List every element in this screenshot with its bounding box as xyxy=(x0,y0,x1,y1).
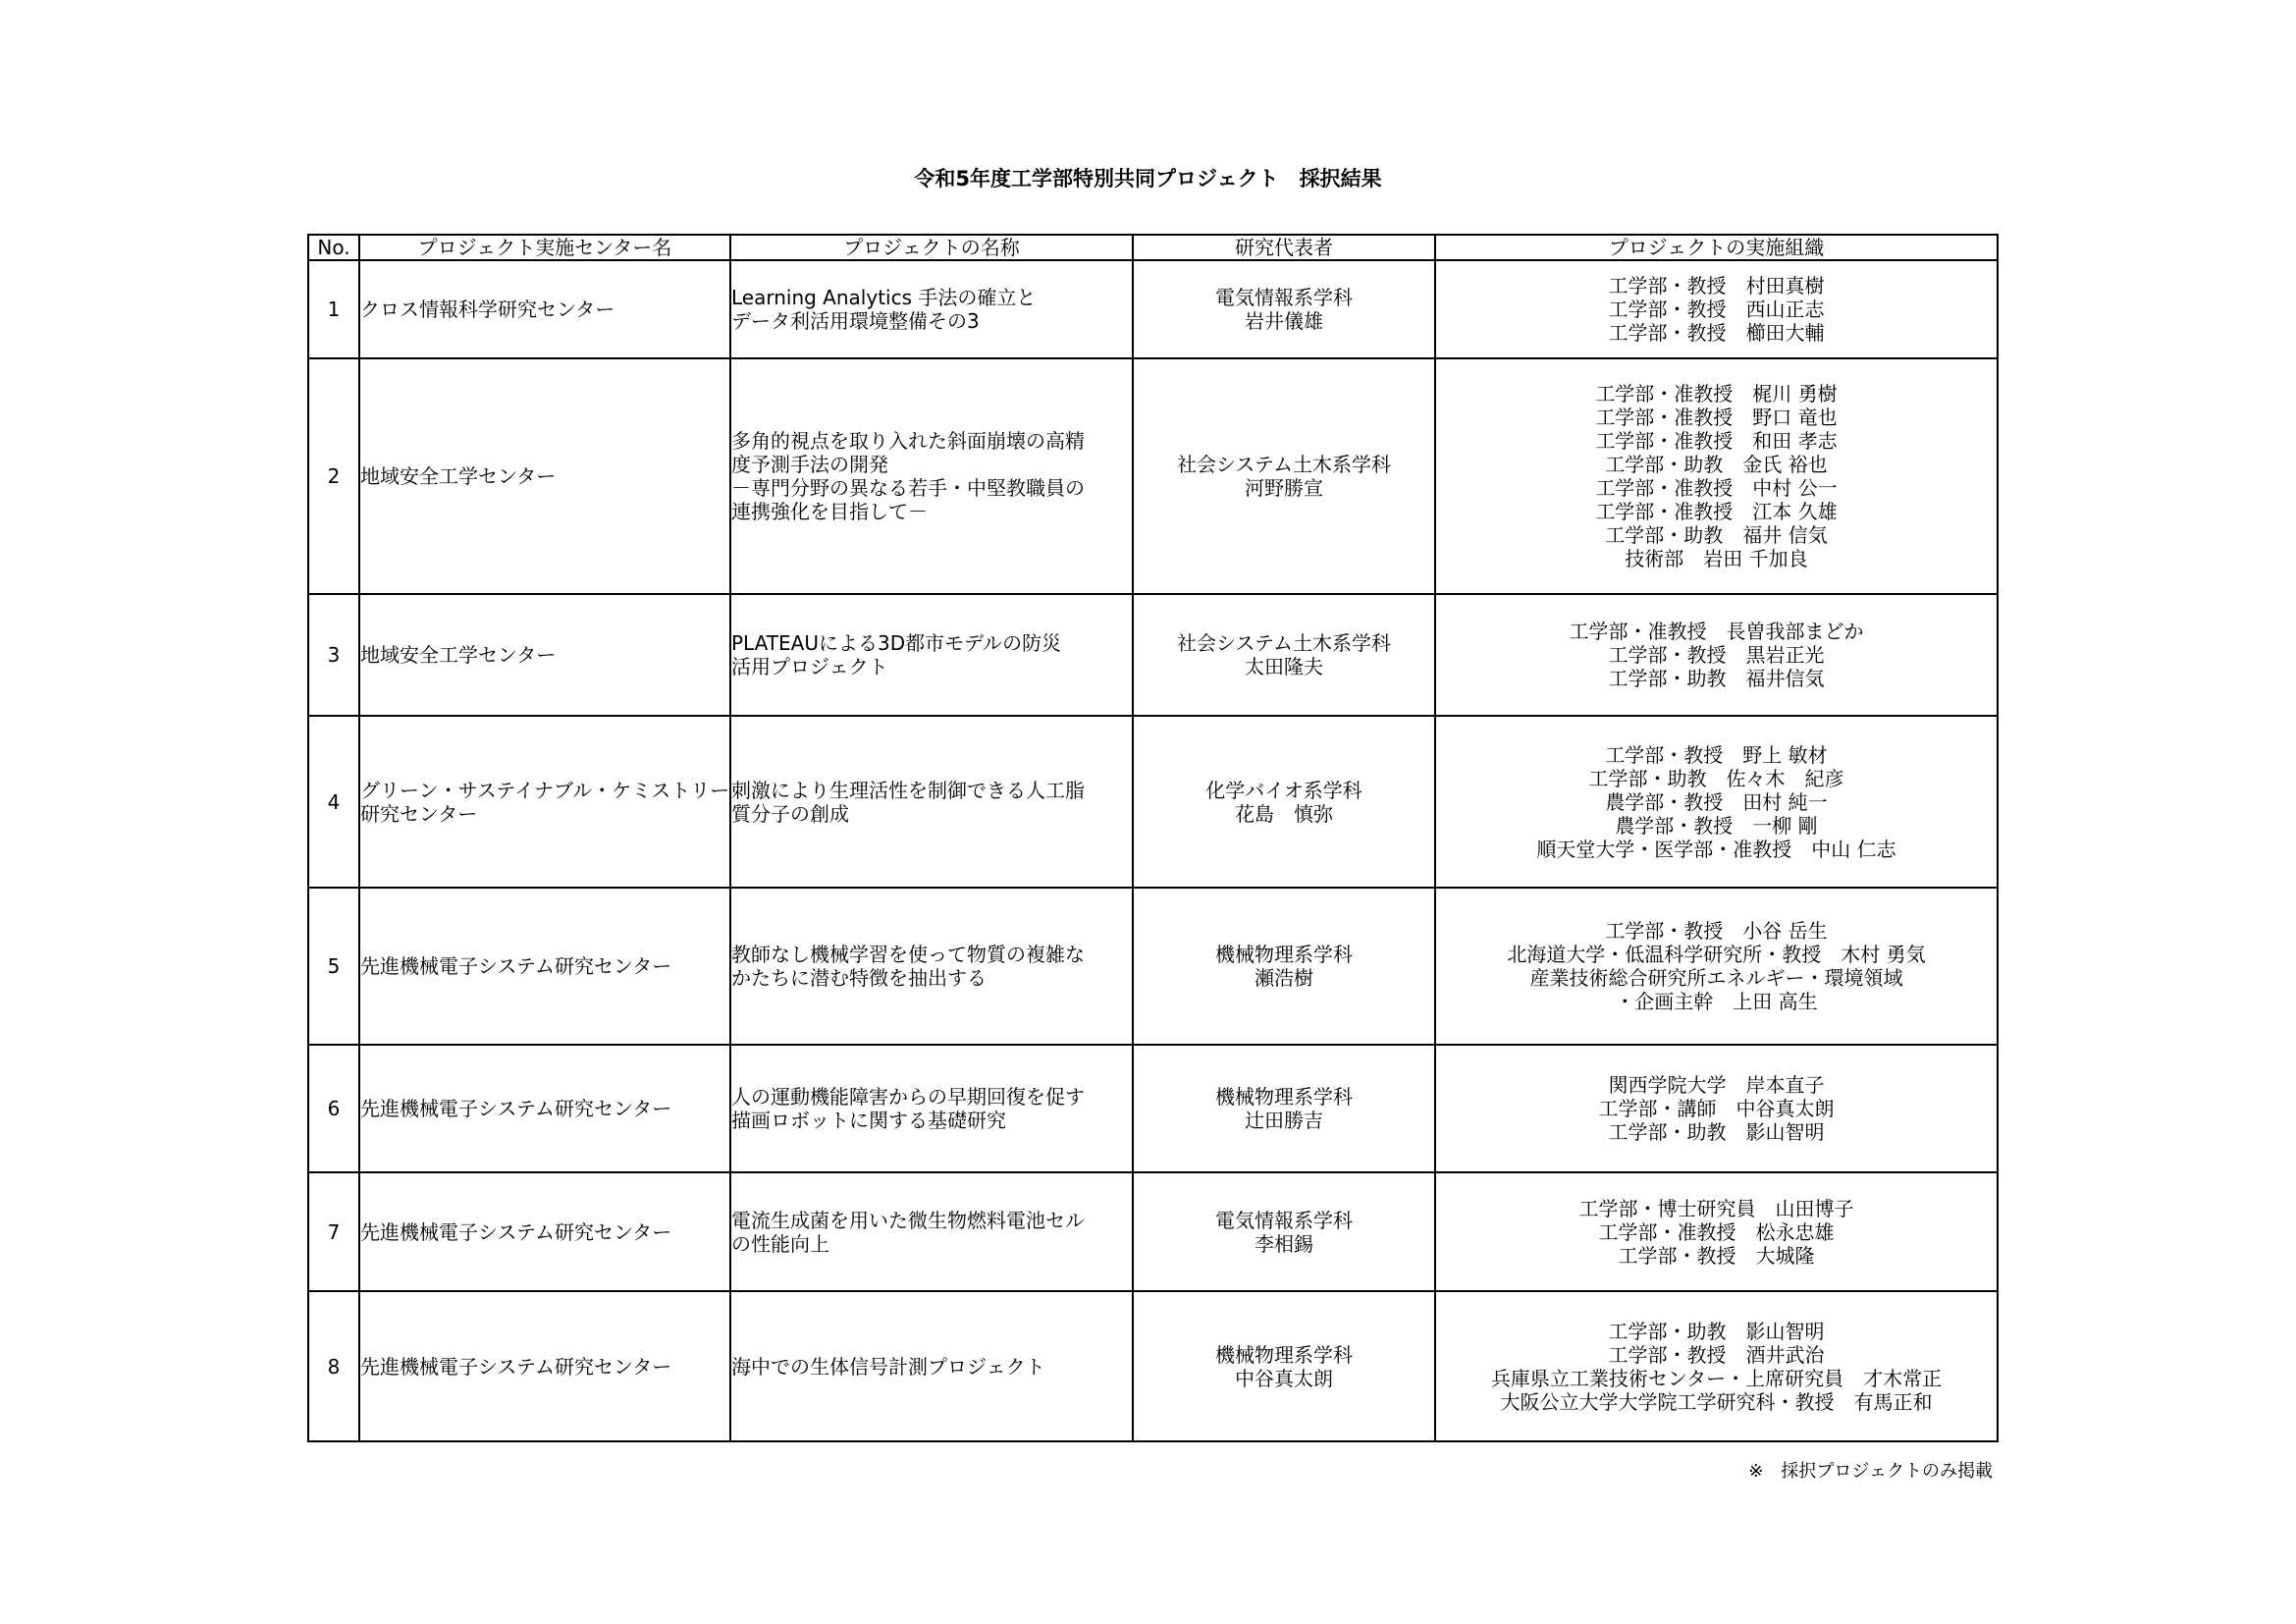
cell-organization-line: 工学部・教授 黒岩正光 xyxy=(1608,643,1825,667)
cell-project-name xyxy=(730,358,1133,594)
cell-representative-line: 社会システム土木系学科 xyxy=(1177,453,1391,476)
cell-representative-line: 花島 慎弥 xyxy=(1235,801,1333,826)
cell-project-name-line: 描画ロボットに関する基礎研究 xyxy=(731,1109,1006,1132)
cell-project-name-line: 教師なし機械学習を使って物質の複雑な xyxy=(731,943,1085,966)
cell-organization xyxy=(1435,1172,1998,1291)
cell-organization xyxy=(1435,260,1998,358)
table-row xyxy=(308,358,1998,594)
cell-project-name-line: 度予測手法の開発 xyxy=(731,453,888,476)
cell-project-name-line: －専門分野の異なる若手・中堅教職員の xyxy=(731,476,1085,500)
cell-project-name xyxy=(730,260,1133,358)
cell-center xyxy=(359,260,730,358)
cell-no: 8 xyxy=(308,1291,359,1441)
cell-organization xyxy=(1435,594,1998,716)
table-header-row xyxy=(308,235,1998,260)
cell-representative xyxy=(1133,1045,1435,1172)
cell-center xyxy=(359,716,730,888)
cell-project-name-line: 電流生成菌を用いた微生物燃料電池セル xyxy=(731,1208,1085,1232)
cell-organization-line: 兵庫県立工業技術センター・上席研究員 才木常正 xyxy=(1490,1366,1943,1390)
header-representative: 研究代表者 xyxy=(1133,235,1435,260)
cell-project-name-line: 連携強化を目指して－ xyxy=(731,500,928,523)
cell-project-name-line: 海中での生体信号計測プロジェクト xyxy=(731,1354,1045,1379)
cell-center-line: 研究センター xyxy=(360,801,478,826)
cell-organization-line: 工学部・准教授 松永忠雄 xyxy=(1598,1219,1835,1244)
cell-representative-line: 太田隆夫 xyxy=(1245,655,1323,678)
header-project-name: プロジェクトの名称 xyxy=(730,235,1133,260)
header-organization: プロジェクトの実施組織 xyxy=(1435,235,1998,260)
cell-project-name xyxy=(730,1045,1133,1172)
cell-no: 5 xyxy=(308,888,359,1045)
cell-representative-line: 岩井儀雄 xyxy=(1245,309,1323,333)
cell-project-name-line: 人の運動機能障害からの早期回復を促す xyxy=(731,1085,1085,1109)
cell-representative xyxy=(1133,1291,1435,1441)
cell-project-name-line: データ利活用環境整備その3 xyxy=(731,309,980,333)
cell-center xyxy=(359,358,730,594)
cell-organization-line: 工学部・教授 酒井武治 xyxy=(1608,1342,1825,1367)
cell-project-name xyxy=(730,888,1133,1045)
cell-organization-line: 工学部・助教 金氏 裕也 xyxy=(1605,453,1828,476)
cell-representative-line: 河野勝宣 xyxy=(1245,476,1323,500)
table-row xyxy=(308,1291,1998,1441)
cell-organization-line: 工学部・教授 村田真樹 xyxy=(1608,274,1825,298)
cell-project-name-line: かたちに潜む特徴を抽出する xyxy=(731,966,987,990)
cell-center-line: 先進機械電子システム研究センター xyxy=(360,1354,672,1379)
cell-organization-line: 工学部・教授 小谷 岳生 xyxy=(1605,919,1828,943)
cell-representative-line: 機械物理系学科 xyxy=(1215,1085,1353,1109)
cell-representative-line: 電気情報系学科 xyxy=(1215,1208,1353,1232)
cell-organization-line: 工学部・准教授 梶川 勇樹 xyxy=(1595,382,1838,406)
cell-project-name-line: Learning Analytics 手法の確立と xyxy=(731,286,1037,309)
cell-representative-line: 辻田勝吉 xyxy=(1245,1109,1323,1132)
cell-center-line: 先進機械電子システム研究センター xyxy=(360,1097,672,1120)
header-center: プロジェクト実施センター名 xyxy=(359,235,730,260)
cell-representative xyxy=(1133,358,1435,594)
cell-organization xyxy=(1435,358,1998,594)
cell-representative-line: 機械物理系学科 xyxy=(1215,1342,1353,1367)
cell-organization-line: ・企画主幹 上田 高生 xyxy=(1615,990,1818,1013)
cell-center-line: 先進機械電子システム研究センター xyxy=(360,954,672,978)
cell-center xyxy=(359,1291,730,1441)
cell-organization-line: 工学部・博士研究員 山田博子 xyxy=(1578,1196,1854,1220)
cell-organization-line: 工学部・准教授 和田 孝志 xyxy=(1595,429,1838,453)
cell-organization xyxy=(1435,888,1998,1045)
cell-center xyxy=(359,888,730,1045)
cell-project-name xyxy=(730,1172,1133,1291)
cell-representative-line: 李相錫 xyxy=(1255,1231,1313,1256)
cell-project-name-line: 刺激により生理活性を制御できる人工脂 xyxy=(731,778,1085,802)
cell-representative xyxy=(1133,1172,1435,1291)
cell-representative xyxy=(1133,594,1435,716)
cell-representative xyxy=(1133,888,1435,1045)
cell-no: 6 xyxy=(308,1045,359,1172)
cell-center-line: グリーン・サステイナブル・ケミストリー xyxy=(360,778,730,802)
cell-center xyxy=(359,1045,730,1172)
cell-organization-line: 工学部・教授 野上 敏材 xyxy=(1605,742,1828,767)
cell-organization-line: 大阪公立大学大学院工学研究科・教授 有馬正和 xyxy=(1500,1389,1933,1414)
table-row xyxy=(308,1172,1998,1291)
footnote: ※ 採択プロジェクトのみ掲載 xyxy=(1748,1461,1993,1482)
cell-organization-line: 順天堂大学・医学部・准教授 中山 仁志 xyxy=(1536,837,1896,861)
cell-organization-line: 工学部・助教 影山智明 xyxy=(1608,1120,1825,1144)
table-row xyxy=(308,1045,1998,1172)
cell-organization-line: 工学部・教授 西山正志 xyxy=(1608,298,1825,321)
table-row xyxy=(308,716,1998,888)
cell-project-name-line: PLATEAUによる3D都市モデルの防災 xyxy=(731,631,1062,655)
cell-project-name-line: 質分子の創成 xyxy=(731,801,849,826)
cell-center-line: 地域安全工学センター xyxy=(360,643,557,667)
cell-organization-line: 工学部・准教授 江本 久雄 xyxy=(1595,500,1838,523)
table-row xyxy=(308,888,1998,1045)
cell-organization-line: 工学部・准教授 野口 竜也 xyxy=(1595,406,1838,429)
cell-project-name-line: の性能向上 xyxy=(731,1231,829,1256)
cell-no: 1 xyxy=(308,260,359,358)
cell-no: 3 xyxy=(308,594,359,716)
cell-representative-line: 中谷真太朗 xyxy=(1235,1366,1333,1390)
cell-no: 2 xyxy=(308,358,359,594)
cell-project-name-line: 活用プロジェクト xyxy=(731,655,888,678)
cell-representative-line: 電気情報系学科 xyxy=(1215,286,1353,309)
projects-table xyxy=(307,234,1999,1442)
cell-project-name xyxy=(730,594,1133,716)
table-row xyxy=(308,260,1998,358)
cell-organization-line: 工学部・助教 福井 信気 xyxy=(1605,523,1828,547)
cell-project-name-line: 多角的視点を取り入れた斜面崩壊の高精 xyxy=(731,429,1085,453)
document-title: 令和5年度工学部特別共同プロジェクト 採択結果 xyxy=(914,167,1382,190)
cell-center-line: 先進機械電子システム研究センター xyxy=(360,1219,672,1244)
cell-center-line: クロス情報科学研究センター xyxy=(360,298,615,321)
cell-organization-line: 農学部・教授 田村 純一 xyxy=(1605,789,1828,814)
cell-center xyxy=(359,1172,730,1291)
cell-representative-line: 機械物理系学科 xyxy=(1215,943,1353,966)
cell-representative xyxy=(1133,716,1435,888)
cell-organization xyxy=(1435,1045,1998,1172)
cell-organization-line: 工学部・教授 櫛田大輔 xyxy=(1608,321,1825,345)
cell-organization-line: 工学部・講師 中谷真太朗 xyxy=(1598,1097,1835,1120)
cell-organization-line: 技術部 岩田 千加良 xyxy=(1625,547,1808,570)
cell-organization-line: 工学部・助教 佐々木 紀彦 xyxy=(1588,766,1844,790)
cell-organization-line: 工学部・准教授 長曽我部まどか xyxy=(1569,620,1864,643)
cell-center xyxy=(359,594,730,716)
table-row xyxy=(308,594,1998,716)
cell-organization-line: 農学部・教授 一柳 剛 xyxy=(1615,813,1818,838)
cell-representative xyxy=(1133,260,1435,358)
cell-representative-line: 瀬浩樹 xyxy=(1255,966,1313,990)
cell-organization xyxy=(1435,716,1998,888)
cell-organization-line: 産業技術総合研究所エネルギー・環境領域 xyxy=(1529,966,1903,990)
cell-organization-line: 工学部・准教授 中村 公一 xyxy=(1595,476,1838,500)
cell-representative-line: 社会システム土木系学科 xyxy=(1177,631,1391,655)
cell-center-line: 地域安全工学センター xyxy=(360,464,557,488)
cell-no: 4 xyxy=(308,716,359,888)
cell-organization-line: 工学部・教授 大城隆 xyxy=(1618,1243,1815,1268)
cell-representative-line: 化学バイオ系学科 xyxy=(1205,778,1362,802)
cell-no: 7 xyxy=(308,1172,359,1291)
cell-organization-line: 工学部・助教 影山智明 xyxy=(1608,1319,1825,1343)
cell-project-name xyxy=(730,716,1133,888)
cell-organization-line: 関西学院大学 岸本直子 xyxy=(1608,1073,1825,1097)
cell-organization-line: 工学部・助教 福井信気 xyxy=(1608,667,1825,690)
cell-organization xyxy=(1435,1291,1998,1441)
cell-organization-line: 北海道大学・低温科学研究所・教授 木村 勇気 xyxy=(1507,943,1926,966)
cell-project-name xyxy=(730,1291,1133,1441)
header-no: No. xyxy=(308,235,359,260)
